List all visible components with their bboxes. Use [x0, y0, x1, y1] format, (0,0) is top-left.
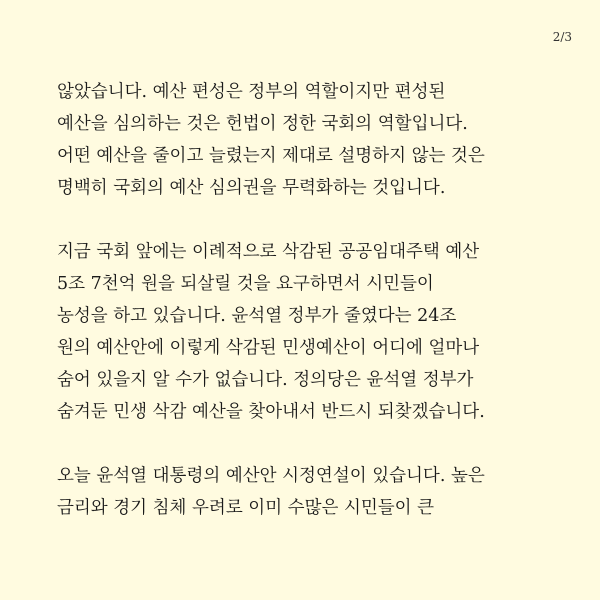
text-line: 않았습니다. 예산 편성은 정부의 역할이지만 편성된	[57, 82, 446, 102]
text-line: 어떤 예산을 줄이고 늘렸는지 제대로 설명하지 않는 것은	[57, 146, 485, 166]
text-line: 숨어 있을지 알 수가 없습니다. 정의당은 윤석열 정부가	[57, 370, 474, 390]
text-line: 지금 국회 앞에는 이례적으로 삭감된 공공임대주택 예산	[57, 242, 480, 262]
paragraph-gap	[57, 204, 557, 236]
page-number: 2/3	[552, 30, 572, 44]
body-text	[57, 76, 557, 524]
text-line: 원의 예산안에 이렇게 삭감된 민생예산이 어디에 얼마나	[57, 338, 480, 358]
paragraph-gap	[57, 428, 557, 460]
text-line: 명백히 국회의 예산 심의권을 무력화하는 것입니다.	[57, 178, 446, 198]
paragraph-1	[57, 76, 557, 204]
text-line: 예산을 심의하는 것은 헌법이 정한 국회의 역할입니다.	[57, 114, 468, 134]
paragraph-3	[57, 460, 557, 524]
paragraph-2	[57, 236, 557, 428]
text-line: 5조 7천억 원을 되살릴 것을 요구하면서 시민들이	[57, 274, 434, 294]
text-line: 숨겨둔 민생 삭감 예산을 찾아내서 반드시 되찾겠습니다.	[57, 402, 485, 422]
text-line: 오늘 윤석열 대통령의 예산안 시정연설이 있습니다. 높은	[57, 466, 485, 486]
text-line: 농성을 하고 있습니다. 윤석열 정부가 줄였다는 24조	[57, 306, 457, 326]
text-line: 금리와 경기 침체 우려로 이미 수많은 시민들이 큰	[57, 498, 435, 518]
